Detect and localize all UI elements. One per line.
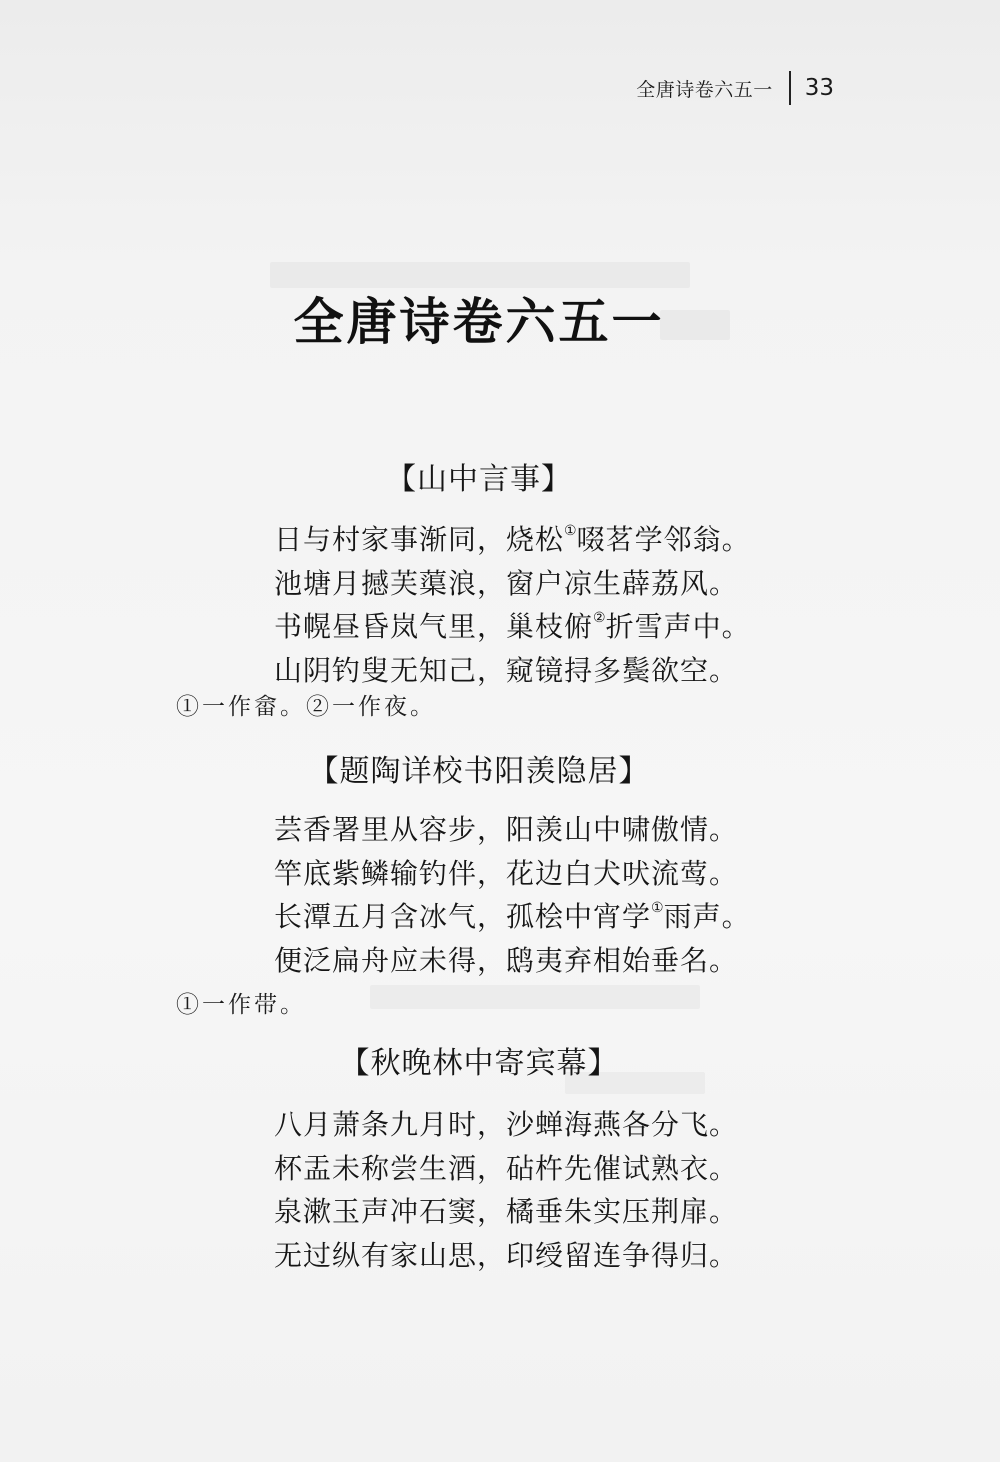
footnote: ①一作带。 (176, 992, 306, 1018)
poem-line: 泉漱玉声冲石窦，橘垂朱实压荆扉。 (274, 1195, 739, 1229)
poem-line: 池塘月撼芙蕖浪，窗户凉生薜荔风。 (274, 566, 739, 600)
poem-line: 日与村家事渐同，烧松①啜茗学邻翁。 (274, 523, 751, 556)
poem-line: 竿底紫鳞输钓伴，花边白犬吠流莺。 (274, 856, 739, 890)
running-head (636, 70, 834, 106)
poem-body (274, 808, 751, 983)
poem-line: 长潭五月含冰气，孤桧中宵学①雨声。 (274, 900, 751, 934)
poem-body (274, 1103, 738, 1278)
running-head-divider (789, 71, 791, 105)
poem-line: 书幌昼昏岚气里，巢枝俯②折雪声中。 (274, 610, 751, 644)
poem-title: 【山中言事】 (386, 462, 572, 497)
poem-line: 无过纵有家山思，印绶留连争得归。 (274, 1239, 739, 1273)
poem-line: 八月萧条九月时，沙蝉海燕各分飞。 (274, 1108, 739, 1141)
poem-body (274, 518, 751, 693)
poem-title: 【题陶详校书阳羡隐居】 (308, 754, 650, 789)
poem-title: 【秋晚林中寄宾幕】 (339, 1046, 619, 1081)
footnote: ①一作畲。②一作夜。 (176, 694, 436, 720)
poem-line: 山阴钓叟无知己，窥镜挦多鬓欲空。 (274, 654, 739, 688)
volume-title: 全唐诗卷六五一 (293, 292, 665, 351)
footnote-marker: ① (564, 523, 577, 539)
poem-line: 杯盂未称尝生酒，砧杵先催试熟衣。 (274, 1151, 739, 1185)
poem-line: 便泛扁舟应未得，鸱夷弃相始垂名。 (274, 944, 739, 978)
poem-line: 芸香署里从容步，阳羡山中啸傲情。 (274, 813, 739, 846)
running-head-title: 全唐诗卷六五一 (636, 78, 773, 101)
page-number: 33 (804, 75, 834, 101)
footnote-marker: ② (593, 610, 606, 627)
footnote-marker: ① (651, 900, 664, 917)
bleed-through (370, 985, 700, 1009)
